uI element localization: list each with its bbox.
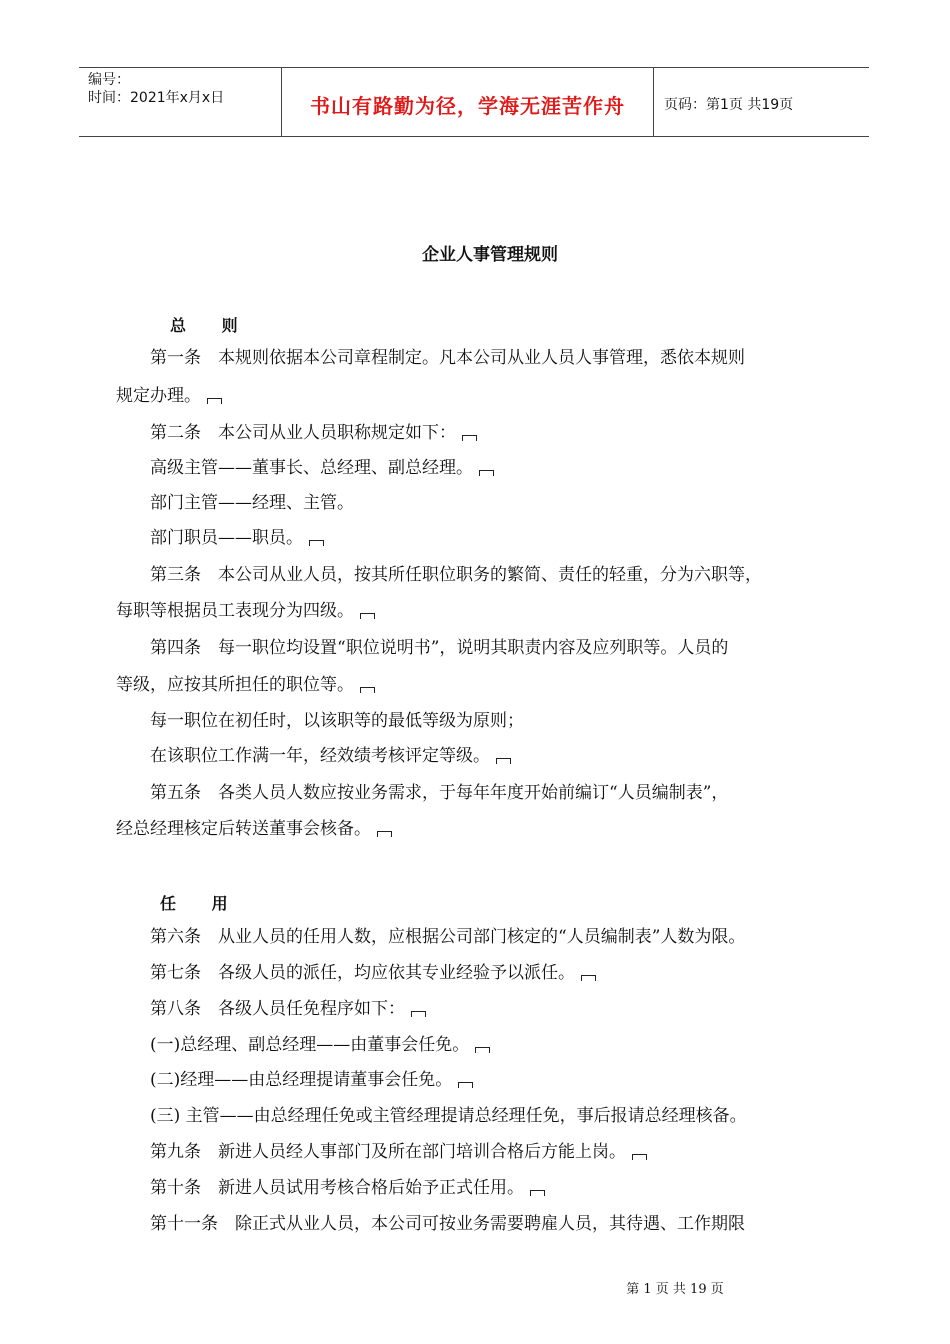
paragraph-line: (二)经理——由总经理提请董事会任免。 [150, 1069, 473, 1091]
paragraph-line: 第八条 各级人员任免程序如下： [150, 998, 426, 1020]
page-label: 页码：第1页 共19页 [664, 97, 794, 113]
paragraph-mark-icon [475, 1047, 490, 1053]
paragraph-line: 第三条 本公司从业人员，按其所任职位职务的繁简、责任的轻重，分为六职等， [150, 565, 762, 585]
header-page-cell [654, 68, 869, 136]
paragraph-line: (三) 主管——由总经理任免或主管经理提请总经理任免，事后报请总经理核备。 [150, 1106, 747, 1126]
paragraph-line: 每一职位在初任时，以该职等的最低等级为原则； [150, 711, 524, 731]
header-info-cell [79, 68, 281, 136]
section-heading-general: 总 则 [170, 316, 238, 335]
paragraph-mark-icon [496, 758, 511, 764]
time-label: 时间：2021年x月x日 [88, 90, 225, 106]
paragraph-line: 部门职员——职员。 [150, 527, 324, 549]
paragraph-mark-icon [377, 831, 392, 837]
paragraph-line: (一)总经理、副总经理——由董事会任免。 [150, 1034, 490, 1056]
header-motto-cell [281, 68, 654, 136]
paragraph-line: 第五条 各类人员人数应按业务需求，于每年年度开始前编订“人员编制表”， [150, 783, 729, 803]
paragraph-mark-icon [581, 975, 596, 981]
paragraph-mark-icon [632, 1154, 647, 1160]
paragraph-line: 第二条 本公司从业人员职称规定如下： [150, 422, 477, 444]
paragraph-line: 在该职位工作满一年，经效绩考核评定等级。 [150, 745, 511, 767]
paragraph-line: 第一条 本规则依据本公司章程制定。凡本公司从业人员人事管理，悉依本规则 [150, 348, 745, 368]
section-heading-appointment: 任 用 [160, 894, 228, 913]
paragraph-mark-icon [360, 613, 375, 619]
paragraph-line: 第十条 新进人员试用考核合格后始予正式任用。 [150, 1177, 545, 1199]
paragraph-mark-icon [360, 687, 375, 693]
paragraph-line: 第六条 从业人员的任用人数，应根据公司部门核定的“人员编制表”人数为限。 [150, 927, 746, 947]
document-title: 企业人事管理规则 [422, 245, 558, 265]
paragraph-line: 高级主管——董事长、总经理、副总经理。 [150, 457, 494, 479]
paragraph-line: 第七条 各级人员的派任，均应依其专业经验予以派任。 [150, 962, 596, 984]
paragraph-mark-icon [309, 540, 324, 546]
paragraph-line: 经总经理核定后转送董事会核备。 [116, 818, 392, 840]
paragraph-mark-icon [458, 1082, 473, 1088]
page-header [79, 67, 869, 137]
paragraph-line: 每职等根据员工表现分为四级。 [116, 600, 375, 622]
paragraph-line: 等级，应按其所担任的职位等。 [116, 674, 375, 696]
paragraph-mark-icon [479, 470, 494, 476]
number-label: 编号： [88, 72, 130, 88]
paragraph-mark-icon [462, 435, 477, 441]
page-footer: 第 1 页 共 19 页 [626, 1282, 724, 1297]
paragraph-mark-icon [207, 398, 222, 404]
paragraph-mark-icon [530, 1190, 545, 1196]
paragraph-line: 第四条 每一职位均设置“职位说明书”，说明其职责内容及应列职等。人员的 [150, 638, 729, 658]
paragraph-mark-icon [411, 1011, 426, 1017]
paragraph-line: 第九条 新进人员经人事部门及所在部门培训合格后方能上岗。 [150, 1141, 647, 1163]
paragraph-line: 部门主管——经理、主管。 [150, 493, 354, 513]
paragraph-line: 规定办理。 [116, 385, 222, 407]
paragraph-line: 第十一条 除正式从业人员，本公司可按业务需要聘雇人员，其待遇、工作期限 [150, 1214, 745, 1234]
motto-text: 书山有路勤为径，学海无涯苦作舟 [310, 93, 625, 118]
